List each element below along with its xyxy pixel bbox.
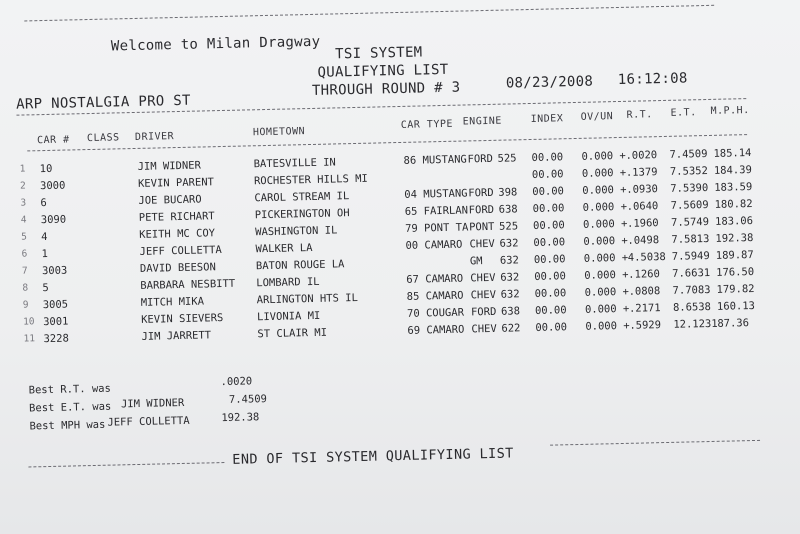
row-rt: .0808 (628, 285, 661, 298)
row-car-type: 79 PONT TA (405, 221, 469, 235)
row-ovun: 0.000 + (582, 217, 628, 231)
row-et: 7.5749 (670, 215, 710, 229)
row-car-type: 67 CAMARO (406, 272, 464, 286)
row-mph: 184.39 (713, 163, 752, 177)
row-rt: .1379 (625, 166, 658, 179)
welcome-title: Welcome to Milan Dragway (110, 33, 321, 55)
row-cid: 622 (501, 322, 521, 335)
row-position: 4 (20, 214, 27, 226)
row-hometown: BATESVILLE IN (253, 156, 336, 171)
report-date: 08/23/2008 (505, 73, 594, 92)
row-et: 7.7083 (672, 283, 711, 297)
row-mph: 179.82 (716, 282, 755, 296)
row-mph: 192.38 (715, 231, 754, 245)
system-title: TSI SYSTEM (334, 44, 423, 63)
best-rt-value: .0020 (220, 375, 253, 389)
row-index: 00.00 (534, 270, 566, 283)
row-driver: JIM WIDNER (137, 159, 202, 173)
row-ovun: 0.000 + (583, 251, 629, 265)
row-rt: 4.5038 (627, 250, 666, 264)
row-car-type: 86 MUSTANG (403, 153, 467, 167)
row-mph: 185.14 (713, 146, 752, 160)
row-rt: .0020 (625, 149, 658, 162)
report-time: 16:12:08 (617, 70, 688, 89)
row-et: 7.5352 (669, 164, 708, 178)
row-car-number: 6 (40, 196, 47, 210)
row-cid: 632 (499, 237, 519, 250)
row-make: CHEV (470, 271, 496, 285)
row-et: 12.1231 (673, 317, 718, 331)
best-et-driver: JIM WIDNER (120, 396, 185, 411)
row-car-number: 4 (41, 230, 48, 244)
row-position: 8 (22, 282, 29, 294)
row-mph: 189.87 (715, 248, 754, 262)
row-position: 2 (19, 180, 26, 192)
col-index: INDEX (530, 113, 564, 125)
row-et: 7.5609 (670, 198, 709, 212)
row-mph: 180.82 (714, 197, 753, 211)
best-rt-label: Best R.T. was (28, 382, 112, 397)
row-rt: .0640 (626, 200, 659, 213)
row-mph: 87.36 (717, 317, 750, 330)
footer-divider-right (550, 440, 760, 446)
row-et: 8.6538 (672, 300, 712, 314)
col-driver: DRIVER (134, 131, 175, 143)
row-make: FORD (467, 152, 494, 166)
round-label: THROUGH ROUND # 3 (311, 79, 461, 99)
row-car-type: 04 MUSTANG (404, 187, 468, 201)
row-position: 7 (21, 265, 28, 277)
row-position: 10 (23, 316, 35, 328)
row-car-number: 3001 (43, 315, 69, 329)
row-mph: 183.59 (714, 180, 753, 194)
row-hometown: BATON ROUGE LA (255, 258, 345, 273)
row-rt: .5929 (629, 319, 662, 332)
row-index: 00.00 (532, 185, 565, 198)
row-position: 1 (19, 163, 26, 175)
row-driver: PETE RICHART (138, 210, 215, 224)
row-hometown: PICKERINGTON OH (254, 207, 350, 222)
row-car-number: 10 (39, 162, 53, 176)
row-hometown: ARLINGTON HTS IL (256, 291, 358, 307)
row-index: 00.00 (534, 304, 567, 317)
row-hometown: WASHINGTON IL (255, 224, 338, 239)
row-rt: .0930 (626, 183, 659, 196)
row-car-number: 3090 (40, 213, 67, 227)
row-index: 00.00 (531, 168, 564, 181)
best-mph-value: 192.38 (221, 411, 260, 425)
row-ovun: 0.000 + (585, 319, 630, 333)
col-et: E.T. (670, 107, 697, 119)
row-position: 11 (23, 333, 36, 345)
col-ovun: OV/UN (580, 111, 614, 123)
row-cid: 632 (500, 271, 520, 284)
row-ovun: 0.000 + (583, 234, 628, 248)
row-rt: .1260 (628, 268, 660, 281)
row-driver: JIM JARRETT (141, 329, 212, 343)
row-car-number: 1 (41, 247, 49, 261)
row-et: 7.5813 (671, 232, 710, 246)
row-make: FORD (468, 203, 495, 217)
row-car-type: 00 CAMARO (405, 238, 463, 252)
row-index: 00.00 (532, 202, 565, 215)
row-hometown: CAROL STREAM IL (254, 190, 350, 205)
row-hometown: WALKER LA (255, 241, 313, 256)
row-make: FORD (470, 305, 497, 319)
row-driver: BARBARA NESBITT (140, 277, 236, 292)
row-et: 7.5390 (670, 181, 709, 195)
row-ovun: 0.000 + (584, 285, 630, 299)
col-class: CLASS (86, 132, 120, 145)
top-divider (24, 5, 714, 22)
row-ovun: 0.000 + (582, 200, 628, 214)
row-position: 3 (20, 197, 27, 209)
row-index: 00.00 (533, 253, 566, 266)
col-car: CAR # (36, 134, 70, 147)
end-of-list-text: END OF TSI SYSTEM QUALIFYING LIST (232, 445, 514, 468)
row-make: FORD (468, 186, 494, 200)
row-driver: KEITH MC COY (139, 227, 216, 241)
row-driver: MITCH MIKA (140, 295, 205, 309)
row-driver: KEVIN SIEVERS (140, 312, 224, 326)
row-car-number: 3000 (39, 179, 66, 193)
row-mph: 183.06 (714, 214, 754, 228)
row-make: PONT (468, 220, 495, 234)
col-rt: R.T. (626, 109, 653, 121)
row-index: 00.00 (534, 287, 567, 300)
row-hometown: LOMBARD IL (256, 275, 320, 290)
row-index: 00.00 (532, 219, 565, 232)
row-ovun: 0.000 + (581, 149, 626, 163)
row-car-number: 3228 (43, 332, 69, 346)
row-make: CHEV (469, 237, 495, 251)
row-ovun: 0.000 + (584, 268, 629, 282)
row-hometown: ROCHESTER HILLS MI (253, 172, 368, 188)
row-ovun: 0.000 + (582, 183, 627, 197)
row-rt: .1960 (626, 217, 659, 230)
row-ovun: 0.000 + (584, 302, 630, 316)
row-car-type: 70 COUGAR (406, 306, 465, 320)
class-name: ARP NOSTALGIA PRO ST (16, 92, 191, 113)
row-cid: 525 (498, 220, 519, 233)
row-cid: 638 (498, 203, 518, 216)
row-make: CHEV (470, 288, 497, 302)
row-driver: DAVID BEESON (139, 261, 216, 275)
row-rt: .0498 (627, 234, 660, 247)
best-et-value: 7.4509 (228, 393, 268, 406)
row-driver: KEVIN PARENT (137, 176, 215, 190)
row-cid: 638 (500, 305, 521, 318)
row-index: 00.00 (533, 236, 566, 249)
row-position: 6 (21, 248, 28, 260)
row-cid: 525 (497, 152, 517, 165)
row-et: 7.4509 (669, 147, 708, 161)
row-cid: 632 (499, 254, 519, 267)
best-et-label: Best E.T. was (28, 400, 112, 415)
row-cid: 398 (498, 186, 518, 199)
row-ovun: 0.000 + (581, 166, 627, 180)
row-mph: 160.13 (716, 299, 756, 313)
col-engine: ENGINE (462, 115, 502, 128)
best-mph-driver: JEFF COLLETTA (107, 414, 190, 429)
row-car-type: 69 CAMARO (407, 323, 465, 337)
row-et: 7.6631 (672, 266, 711, 280)
row-index: 00.00 (531, 151, 564, 164)
row-hometown: LIVONIA MI (256, 309, 321, 324)
col-hometown: HOMETOWN (252, 126, 306, 139)
row-cid: 632 (500, 288, 520, 301)
footer-divider-left (28, 462, 224, 467)
row-car-type: 85 CAMARO (406, 289, 464, 303)
list-title: QUALIFYING LIST (317, 61, 449, 81)
row-rt: .2171 (628, 302, 661, 315)
row-make: GM (469, 255, 483, 268)
col-mph: M.P.H. (710, 105, 750, 117)
row-car-number: 5 (42, 281, 49, 295)
row-hometown: ST CLAIR MI (257, 326, 328, 341)
row-make: CHEV (471, 322, 497, 336)
row-position: 5 (21, 231, 28, 243)
row-index: 00.00 (535, 321, 568, 334)
row-et: 7.5949 (671, 249, 710, 263)
row-position: 9 (22, 299, 29, 311)
row-car-type: 65 FAIRLAN (404, 204, 469, 218)
row-driver: JOE BUCARO (138, 193, 202, 207)
col-car-type: CAR TYPE (400, 118, 454, 131)
row-car-number: 3003 (41, 264, 68, 278)
row-mph: 176.50 (716, 265, 755, 279)
row-car-number: 3005 (42, 298, 69, 312)
row-driver: JEFF COLLETTA (139, 244, 222, 258)
best-mph-label: Best MPH was (29, 418, 106, 433)
